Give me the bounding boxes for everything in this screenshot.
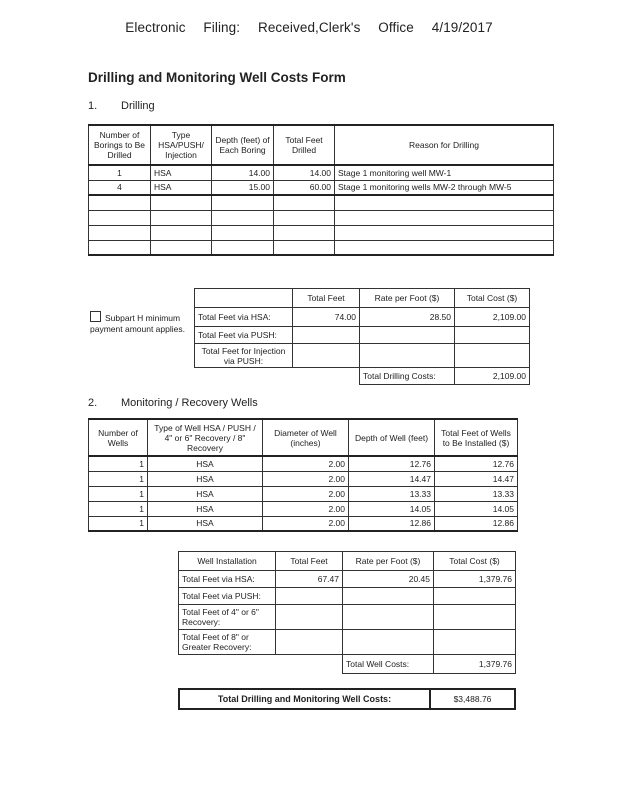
table-row <box>89 180 554 195</box>
cell: 2.00 <box>263 486 349 501</box>
cell: HSA <box>148 456 263 471</box>
cell: 2,109.00 <box>455 308 530 327</box>
cell: 14.00 <box>212 165 274 180</box>
table-row <box>179 630 516 655</box>
col-depth: Depth of Well (feet) <box>349 419 435 456</box>
cell: 1 <box>89 486 148 501</box>
cell: 1 <box>89 516 148 531</box>
table-row <box>179 588 516 605</box>
table-row <box>195 368 530 385</box>
cell: 28.50 <box>360 308 455 327</box>
cell: 4 <box>89 180 151 195</box>
cell: 20.45 <box>343 571 434 588</box>
cell: 74.00 <box>293 308 360 327</box>
table-row <box>89 195 554 210</box>
drilling-table <box>88 124 554 256</box>
total-well-costs-label: Total Well Costs: <box>343 655 434 674</box>
table-row <box>179 605 516 630</box>
cell: 12.86 <box>349 516 435 531</box>
cell: HSA <box>151 180 212 195</box>
col-type-of-well: Type of Well HSA / PUSH / 4" or 6" Recovery / 8" Recovery <box>148 419 263 456</box>
table-row <box>89 456 518 471</box>
table-row <box>89 501 518 516</box>
col-number-of-wells: Number of Wells <box>89 419 148 456</box>
col-diameter: Diameter of Well (inches) <box>263 419 349 456</box>
table-row <box>195 327 530 344</box>
cell: 2.00 <box>263 516 349 531</box>
cell: 1 <box>89 165 151 180</box>
table-row <box>89 471 518 486</box>
cell: 14.05 <box>349 501 435 516</box>
cell: HSA <box>148 471 263 486</box>
table-row <box>195 344 530 368</box>
col-well-installation: Well Installation <box>179 552 276 571</box>
table-row <box>89 240 554 255</box>
cell: Total Feet via PUSH: <box>179 588 276 605</box>
col-total-cost: Total Cost ($) <box>434 552 516 571</box>
form-title: Drilling and Monitoring Well Costs Form <box>88 70 346 85</box>
section-1-title: Drilling <box>121 100 155 112</box>
total-drilling-costs-value: 2,109.00 <box>455 368 530 385</box>
table-row <box>179 571 516 588</box>
cell: 13.33 <box>349 486 435 501</box>
table-row <box>179 655 516 674</box>
cell: Stage 1 monitoring wells MW-2 through MW-5 <box>335 180 554 195</box>
col-total-feet: Total Feet of Wells to Be Installed ($) <box>435 419 518 456</box>
drilling-summary-table <box>194 288 530 385</box>
section-1-number: 1. <box>88 100 98 112</box>
col-reason: Reason for Drilling <box>335 125 554 165</box>
col-total-feet: Total Feet Drilled <box>274 125 335 165</box>
cell: 1,379.76 <box>434 571 516 588</box>
table-row <box>195 308 530 327</box>
cell: 15.00 <box>212 180 274 195</box>
table-row <box>89 210 554 225</box>
cell: 1 <box>89 501 148 516</box>
cell: 67.47 <box>276 571 343 588</box>
cell: 14.47 <box>435 471 518 486</box>
cell: Total Feet via PUSH: <box>195 327 293 344</box>
table-row <box>89 516 518 531</box>
col-total-cost: Total Cost ($) <box>455 289 530 308</box>
table-row <box>89 225 554 240</box>
total-well-costs-value: 1,379.76 <box>434 655 516 674</box>
grand-total-value: $3,488.76 <box>430 689 515 709</box>
cell: HSA <box>148 501 263 516</box>
cell: Total Feet via HSA: <box>179 571 276 588</box>
col-total-feet: Total Feet <box>293 289 360 308</box>
col-rate: Rate per Foot ($) <box>360 289 455 308</box>
cell: 12.86 <box>435 516 518 531</box>
cell: 2.00 <box>263 471 349 486</box>
grand-total-label: Total Drilling and Monitoring Well Costs: <box>179 689 430 709</box>
cell: HSA <box>148 516 263 531</box>
cell: 14.05 <box>435 501 518 516</box>
section-2-number: 2. <box>88 397 98 409</box>
cell: Total Feet for Injection via PUSH: <box>195 344 293 368</box>
subpart-h-label: Subpart H minimum payment amount applies. <box>90 313 185 334</box>
subpart-h-note <box>90 311 190 335</box>
total-drilling-costs-label: Total Drilling Costs: <box>360 368 455 385</box>
cell: HSA <box>151 165 212 180</box>
cell: Stage 1 monitoring well MW-1 <box>335 165 554 180</box>
cell: HSA <box>148 486 263 501</box>
cell: 14.47 <box>349 471 435 486</box>
cell: Total Feet of 8" or Greater Recovery: <box>179 630 276 655</box>
cell: 2.00 <box>263 456 349 471</box>
well-installation-table <box>178 551 516 674</box>
col-type: Type HSA/PUSH/ Injection <box>151 125 212 165</box>
cell: Total Feet via HSA: <box>195 308 293 327</box>
col-rate: Rate per Foot ($) <box>343 552 434 571</box>
col-total-feet: Total Feet <box>276 552 343 571</box>
cell: 1 <box>89 471 148 486</box>
table-row <box>89 486 518 501</box>
wells-table <box>88 418 518 532</box>
cell: 1 <box>89 456 148 471</box>
cell: Total Feet of 4" or 6" Recovery: <box>179 605 276 630</box>
filing-stamp: Electronic Filing: Received,Clerk's Office 4/19/2017 <box>125 20 493 35</box>
subpart-h-checkbox[interactable] <box>90 311 101 322</box>
section-2-title: Monitoring / Recovery Wells <box>121 397 258 409</box>
cell: 2.00 <box>263 501 349 516</box>
cell: 60.00 <box>274 180 335 195</box>
cell: 13.33 <box>435 486 518 501</box>
col-number-of-borings: Number of Borings to Be Drilled <box>89 125 151 165</box>
cell: 12.76 <box>349 456 435 471</box>
cell: 14.00 <box>274 165 335 180</box>
cell <box>195 289 293 308</box>
table-row <box>89 165 554 180</box>
col-depth: Depth (feet) of Each Boring <box>212 125 274 165</box>
grand-total-table <box>178 688 516 710</box>
cell: 12.76 <box>435 456 518 471</box>
